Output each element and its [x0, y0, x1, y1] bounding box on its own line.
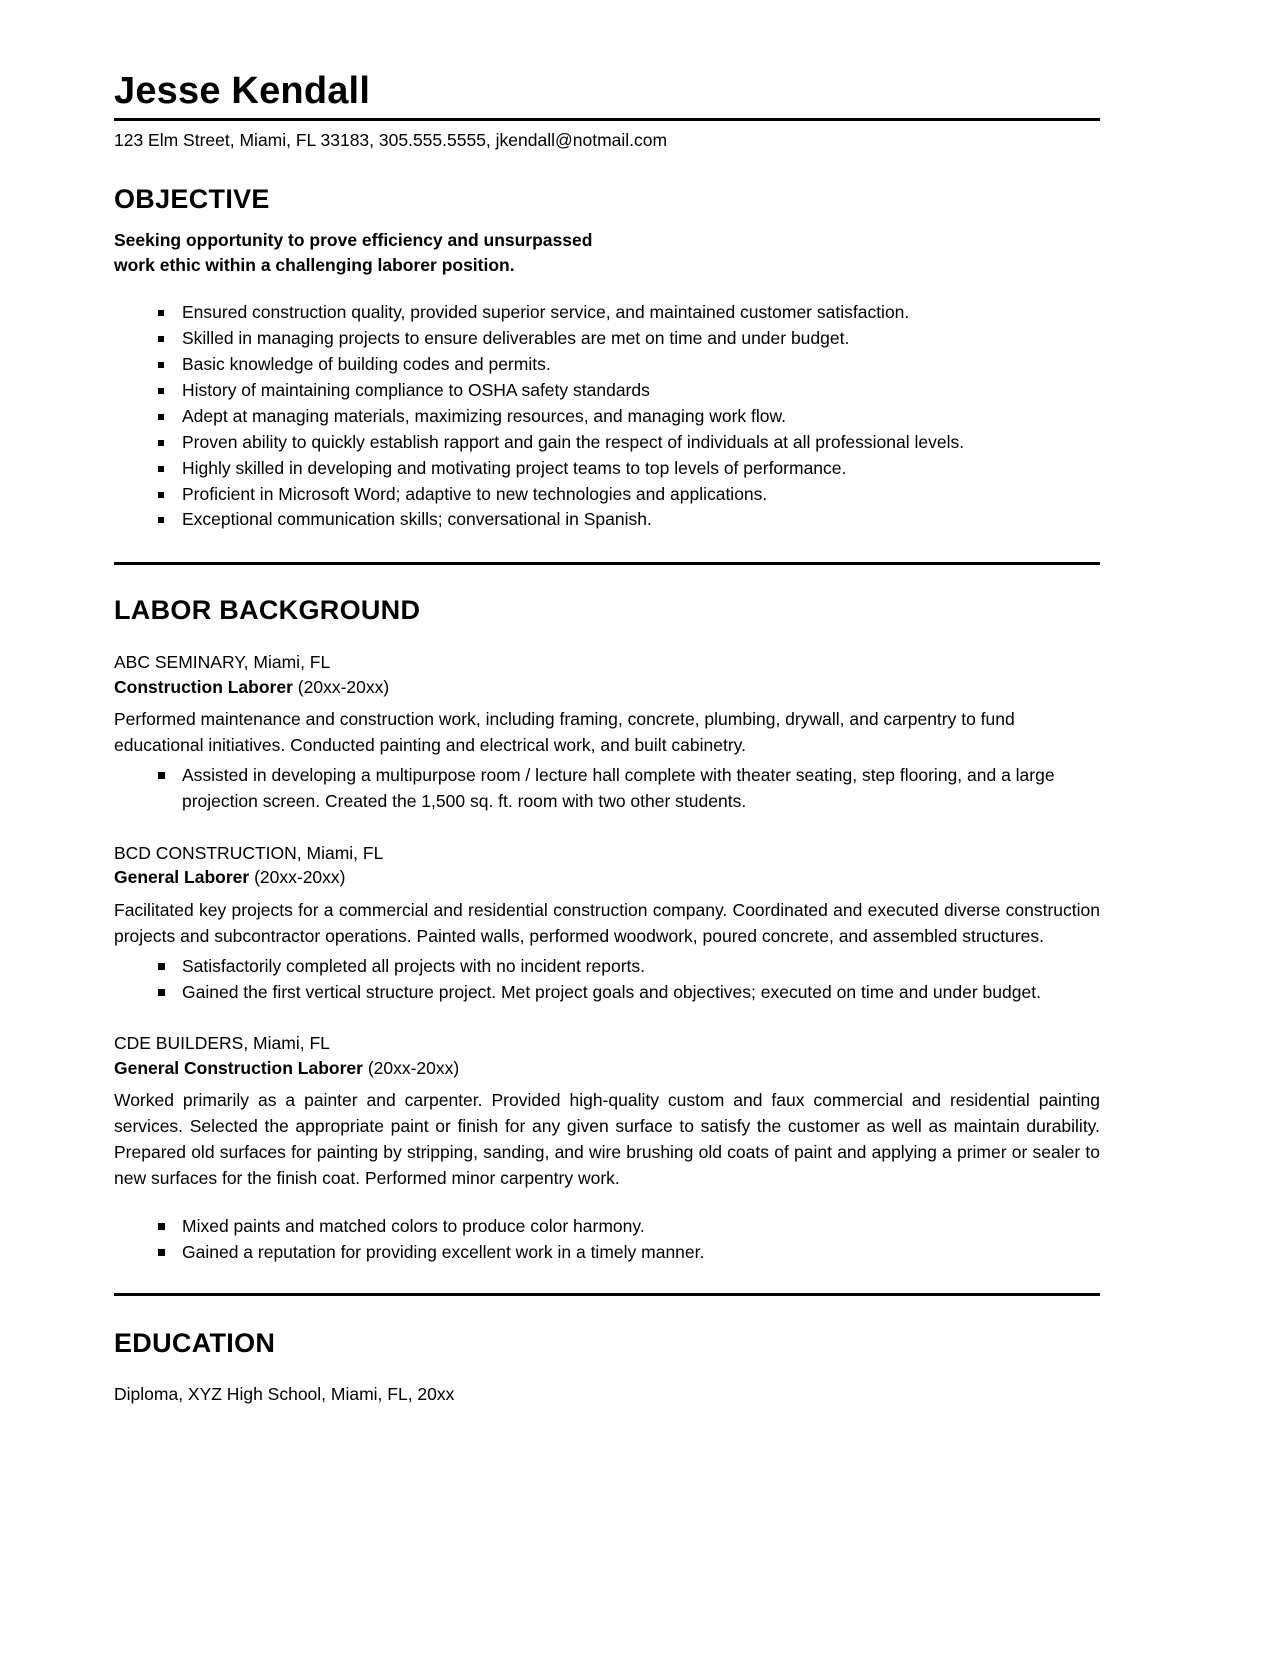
education-section-divider: [114, 1293, 1100, 1296]
job-company: ABC SEMINARY, Miami, FL: [114, 652, 331, 673]
list-item: Exceptional communication skills; conversational in Spanish.: [114, 507, 1100, 533]
section-heading-labor-background: LABOR BACKGROUND: [114, 595, 421, 626]
header-divider: [114, 118, 1100, 121]
list-item: Assisted in developing a multipurpose room / lecture hall complete with theater seating, step flooring, and a large projection screen. Created the 1,500 sq. ft. room with two other students.: [114, 763, 1100, 815]
contact-line: 123 Elm Street, Miami, FL 33183, 305.555.5555, jkendall@notmail.com: [114, 129, 668, 150]
list-item: Proven ability to quickly establish rapport and gain the respect of individuals at all professional levels.: [114, 430, 1100, 456]
list-item: Skilled in managing projects to ensure deliverables are met on time and under budget.: [114, 326, 1100, 352]
job-title-line: [114, 675, 1100, 700]
list-item: Proficient in Microsoft Word; adaptive to new technologies and applications.: [114, 482, 1100, 508]
section-heading-objective: OBJECTIVE: [114, 183, 270, 214]
list-item: Gained a reputation for providing excellent work in a timely manner.: [114, 1240, 1100, 1266]
list-item: Mixed paints and matched colors to produce color harmony.: [114, 1214, 1100, 1240]
objective-statement-line-2: work ethic within a challenging laborer position.: [114, 254, 515, 275]
job-description: Facilitated key projects for a commercial and residential construction company. Coordinated and executed diverse construction projects and subcontractor operations. Painted walls, performed woodwork, poured concrete, and assembled structures.: [114, 899, 1100, 946]
list-item: Highly skilled in developing and motivating project teams to top levels of performance.: [114, 456, 1100, 482]
labor-section-divider: [114, 562, 1100, 565]
job-company: CDE BUILDERS, Miami, FL: [114, 1033, 330, 1054]
job-dates: (20xx-20xx): [254, 867, 346, 888]
job-title-line: [114, 865, 1100, 890]
list-item: Ensured construction quality, provided superior service, and maintained customer satisfaction.: [114, 300, 1100, 326]
section-heading-education: EDUCATION: [114, 1327, 276, 1358]
job-description: Performed maintenance and construction work, including framing, concrete, plumbing, drywall, and carpentry to fund educational initiatives. Conducted painting and electrical work, and built cabinetry.: [114, 709, 1015, 756]
education-entry: Diploma, XYZ High School, Miami, FL, 20xx: [114, 1383, 455, 1404]
job-title: General Construction Laborer: [114, 1057, 363, 1078]
job-title: Construction Laborer: [114, 676, 293, 697]
job-title: General Laborer: [114, 867, 250, 888]
job-dates: (20xx-20xx): [367, 1057, 460, 1078]
objective-statement: [114, 228, 1100, 279]
job-description: Worked primarily as a painter and carpenter. Provided high-quality custom and faux commercial and residential painting services. Selected the appropriate paint or finish for any given surface to satisfy the customer as well as maintain durability. Prepared old surfaces for painting by stripping, sanding, and wire brushing old coats of paint and applying a primer or sealer to new surfaces for the finish coat. Performed minor carpentry work.: [114, 1090, 1100, 1189]
objective-statement-line-1: Seeking opportunity to prove efficiency and unsurpassed: [114, 229, 593, 250]
job-title-line: [114, 1056, 1100, 1081]
list-item: Satisfactorily completed all projects with no incident reports.: [114, 954, 1100, 980]
job-bullet-list: [114, 1214, 1100, 1266]
job-entry: [114, 841, 1100, 1006]
job-entry: [114, 1031, 1100, 1265]
job-bullet-list: [114, 954, 1100, 1006]
job-entry: [114, 650, 1100, 815]
list-item: Adept at managing materials, maximizing resources, and managing work flow.: [114, 404, 1100, 430]
job-bullet-list: [114, 763, 1100, 815]
objective-bullet-list: [114, 300, 1100, 533]
candidate-name: Jesse Kendall: [114, 70, 371, 112]
job-dates: (20xx-20xx): [297, 676, 390, 697]
list-item: History of maintaining compliance to OSHA safety standards: [114, 378, 1100, 404]
list-item: Basic knowledge of building codes and permits.: [114, 352, 1100, 378]
resume-content: [114, 0, 1100, 1406]
list-item: Gained the first vertical structure project. Met project goals and objectives; executed on time and under budget.: [114, 980, 1100, 1006]
job-company: BCD CONSTRUCTION, Miami, FL: [114, 842, 384, 863]
